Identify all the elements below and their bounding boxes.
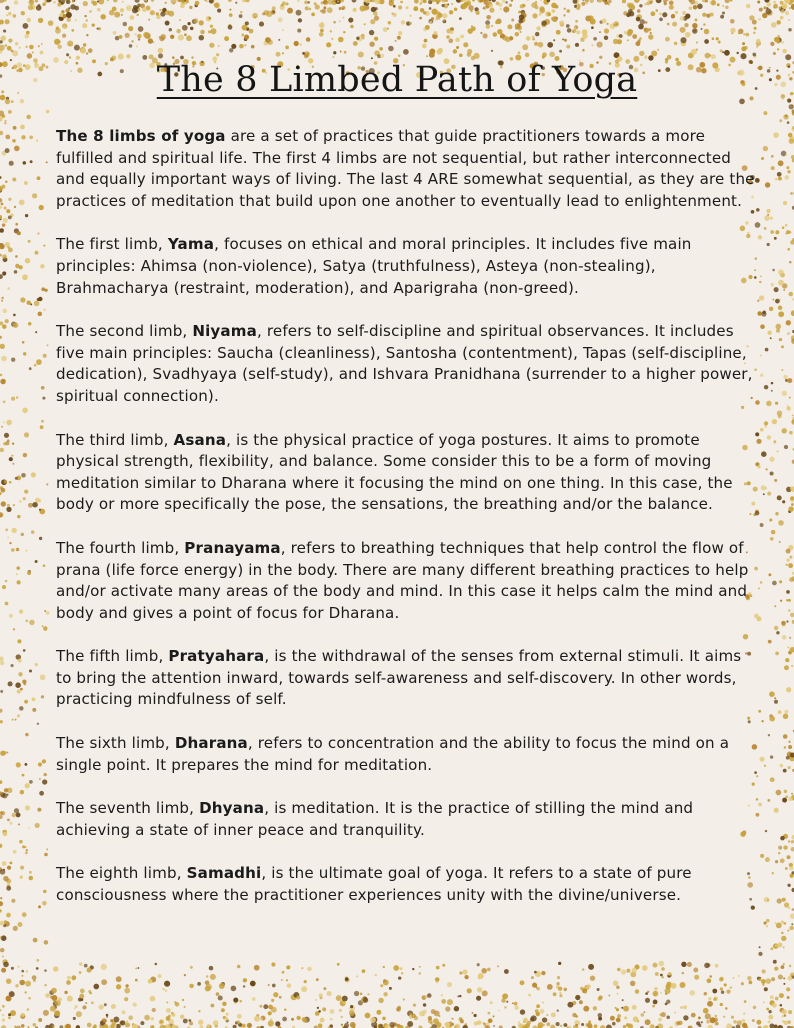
term-asana: Asana xyxy=(173,430,227,449)
term-samadhi: Samadhi xyxy=(186,864,262,883)
paragraph-yama: The first limb, Yama, focuses on ethical and moral principles. It includes five main principles: Ahimsa (non-violence), Satya (truthfulness), Asteya (non-stealing), Brahmacharya (restraint, moderation), and Aparigraha (non-greed). xyxy=(56,235,692,297)
paragraph-samadhi: The eighth limb, Samadhi, is the ultimate goal of yoga. It refers to a state of pure consciousness where the practitioner experiences unity with the divine/universe. xyxy=(56,864,692,905)
term-dhyana: Dhyana xyxy=(199,799,265,818)
term-pranayama: Pranayama xyxy=(184,538,281,557)
paragraph-asana: The third limb, Asana, is the physical practice of yoga postures. It aims to promote physical strength, flexibility, and balance. Some consider this to be a form of moving meditation similar to Dharana where it focusing the mind on one thing. In this case, the body or more specifically the pose, the sensations, the breathing and/or the balance. xyxy=(56,430,733,514)
term-yama: Yama xyxy=(167,235,215,254)
term-dharana: Dharana xyxy=(174,734,248,753)
term-pratyahara: Pratyahara xyxy=(168,647,265,666)
paragraph-niyama: The second limb, Niyama, refers to self-discipline and spiritual observances. It includes five main principles: Saucha (cleanliness), Santosha (contentment), Tapas (self-discipline, dedication), Svadhyaya (self-study), and Ishvara Pranidhana (surrender to a higher power, spiritual connection). xyxy=(56,322,753,405)
body-content xyxy=(56,126,756,929)
term-limbs-of-yoga: The 8 limbs of yoga xyxy=(56,127,226,145)
paragraph-dhyana: The seventh limb, Dhyana, is meditation. It is the practice of stilling the mind and achieving a state of inner peace and tranquility. xyxy=(56,799,694,839)
paragraph-dharana: The sixth limb, Dharana, refers to concentration and the ability to focus the mind on a single point. It prepares the mind for meditation. xyxy=(56,734,730,774)
paragraph-pratyahara: The fifth limb, Pratyahara, is the withdrawal of the senses from external stimuli. It aims to bring the attention inward, towards self-awareness and self-discovery. In other words, practicing mindfulness of self. xyxy=(56,647,742,709)
page-title: The 8 Limbed Path of Yoga xyxy=(156,60,638,100)
paragraph-intro: The 8 limbs of yoga are a set of practices that guide practitioners towards a more fulfilled and spiritual life. The first 4 limbs are not sequential, but rather interconnected and equally important ways of living. The last 4 ARE somewhat sequential, as they are the practices of meditation that build upon one another to eventually lead to enlightenment. xyxy=(56,127,755,210)
term-niyama: Niyama xyxy=(192,322,257,341)
paragraph-pranayama: The fourth limb, Pranayama, refers to breathing techniques that help control the flow of prana (life force energy) in the body. There are many different breathing practices to help and/or activate many areas of the body and mind. In this case it helps calm the mind and body and gives a point of focus for Dharana. xyxy=(56,538,749,622)
